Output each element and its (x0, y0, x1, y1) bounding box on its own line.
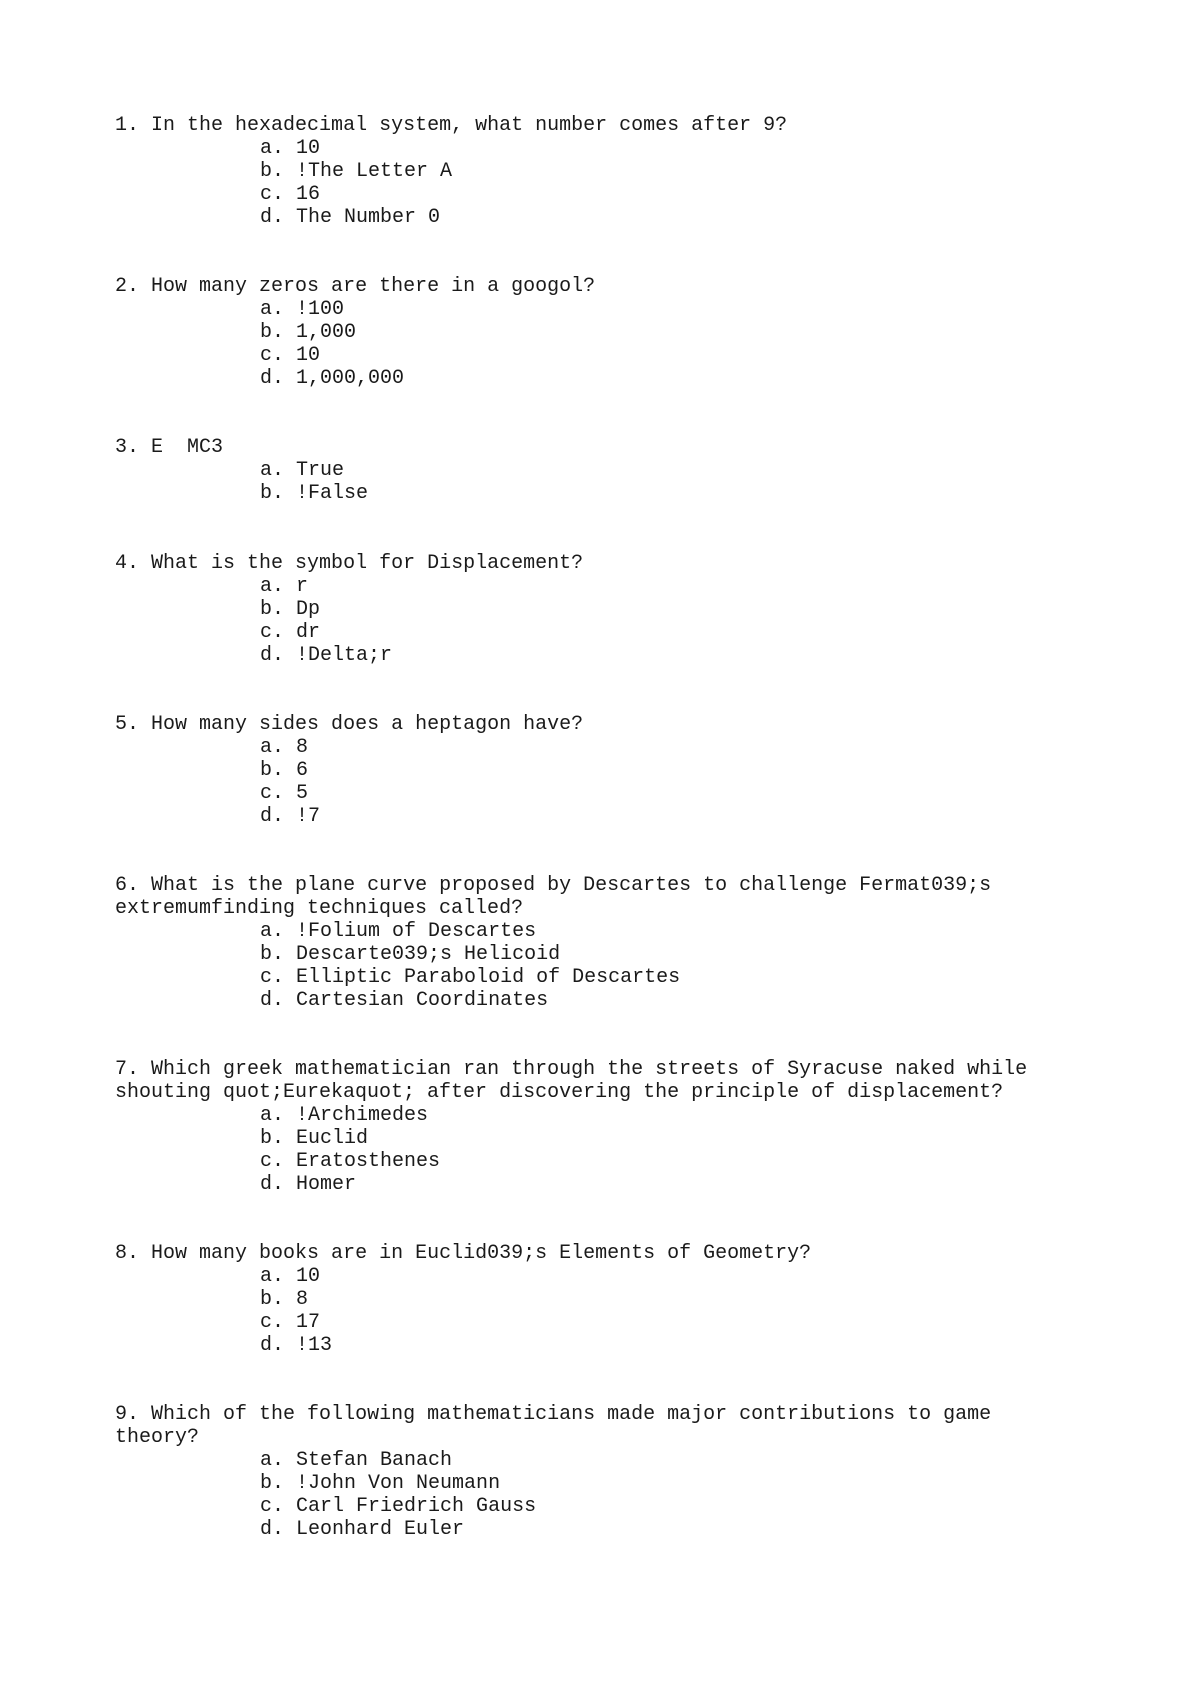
option-text: True (296, 459, 345, 482)
question-6 (115, 874, 1075, 1012)
answer-option (260, 1495, 1075, 1518)
answer-options (115, 459, 1075, 505)
question-text (115, 275, 1075, 298)
question-prompt: How many sides does a heptagon have? (151, 713, 584, 736)
option-letter: b. (260, 1472, 285, 1495)
option-letter: d. (260, 206, 285, 229)
answer-option (260, 1173, 1075, 1196)
option-letter: c. (260, 183, 285, 206)
option-letter: d. (260, 1518, 285, 1541)
question-7 (115, 1058, 1075, 1196)
question-number: 8. (115, 1242, 140, 1265)
answer-option (260, 920, 1075, 943)
option-text: 5 (296, 782, 309, 805)
option-text: 1,000 (296, 321, 357, 344)
option-letter: b. (260, 759, 285, 782)
option-letter: b. (260, 321, 285, 344)
question-prompt: How many zeros are there in a googol? (151, 275, 596, 298)
option-text: 17 (296, 1311, 321, 1334)
option-text: The Number 0 (296, 206, 441, 229)
answer-option (260, 344, 1075, 367)
option-text: dr (296, 621, 321, 644)
answer-option (260, 137, 1075, 160)
option-text: !False (296, 482, 369, 505)
option-letter: b. (260, 1288, 285, 1311)
option-text: !7 (296, 805, 321, 828)
option-text: 1,000,000 (296, 367, 405, 390)
option-letter: d. (260, 989, 285, 1012)
answer-option (260, 321, 1075, 344)
option-text: r (296, 575, 309, 598)
option-text: 10 (296, 344, 321, 367)
answer-option (260, 1334, 1075, 1357)
answer-options (115, 298, 1075, 390)
question-text (115, 874, 1075, 920)
option-text: 16 (296, 183, 321, 206)
option-letter: b. (260, 482, 285, 505)
option-letter: a. (260, 1265, 285, 1288)
option-text: !100 (296, 298, 345, 321)
option-text: !Archimedes (296, 1104, 429, 1127)
option-letter: a. (260, 575, 285, 598)
question-number: 1. (115, 114, 140, 137)
answer-option (260, 1104, 1075, 1127)
option-letter: b. (260, 598, 285, 621)
answer-option (260, 1127, 1075, 1150)
answer-option (260, 598, 1075, 621)
answer-option (260, 1288, 1075, 1311)
question-prompt: How many books are in Euclid039;s Elements of Geometry? (151, 1242, 812, 1265)
answer-option (260, 459, 1075, 482)
question-text (115, 1242, 1075, 1265)
answer-options (115, 575, 1075, 667)
answer-options (115, 1104, 1075, 1196)
answer-options (115, 1265, 1075, 1357)
option-text: 8 (296, 736, 309, 759)
option-text: 8 (296, 1288, 309, 1311)
question-text (115, 114, 1075, 137)
option-letter: d. (260, 805, 285, 828)
question-5 (115, 713, 1075, 828)
option-text: !The Letter A (296, 160, 453, 183)
option-text: Carl Friedrich Gauss (296, 1495, 537, 1518)
answer-option (260, 160, 1075, 183)
question-prompt: What is the plane curve proposed by Descartes to challenge Fermat039;s extremumfinding techniques called? (115, 874, 1004, 920)
question-number: 4. (115, 552, 140, 575)
option-text: Dp (296, 598, 321, 621)
answer-option (260, 989, 1075, 1012)
answer-option (260, 1311, 1075, 1334)
option-letter: a. (260, 1104, 285, 1127)
answer-option (260, 759, 1075, 782)
question-text (115, 552, 1075, 575)
option-letter: c. (260, 1495, 285, 1518)
option-text: !John Von Neumann (296, 1472, 501, 1495)
answer-option (260, 1472, 1075, 1495)
question-number: 9. (115, 1403, 140, 1426)
answer-option (260, 1150, 1075, 1173)
question-number: 6. (115, 874, 140, 897)
option-letter: c. (260, 1311, 285, 1334)
question-text (115, 1058, 1075, 1104)
answer-option (260, 966, 1075, 989)
answer-option (260, 298, 1075, 321)
option-letter: a. (260, 920, 285, 943)
option-letter: c. (260, 621, 285, 644)
question-prompt: Which greek mathematician ran through the streets of Syracuse naked while shouting quot;Eurekaquot; after discovering the principle of displacement? (115, 1058, 1040, 1104)
option-letter: c. (260, 782, 285, 805)
answer-option (260, 1265, 1075, 1288)
question-2 (115, 275, 1075, 390)
option-letter: a. (260, 298, 285, 321)
answer-option (260, 621, 1075, 644)
option-letter: c. (260, 1150, 285, 1173)
question-prompt: In the hexadecimal system, what number comes after 9? (151, 114, 788, 137)
option-letter: d. (260, 1173, 285, 1196)
option-text: 10 (296, 137, 321, 160)
answer-option (260, 1449, 1075, 1472)
question-prompt: E MC3 (151, 436, 224, 459)
answer-options (115, 1449, 1075, 1541)
option-letter: c. (260, 966, 285, 989)
answer-option (260, 367, 1075, 390)
answer-options (115, 137, 1075, 229)
question-number: 7. (115, 1058, 140, 1081)
question-number: 5. (115, 713, 140, 736)
answer-option (260, 183, 1075, 206)
question-prompt: What is the symbol for Displacement? (151, 552, 584, 575)
option-letter: b. (260, 1127, 285, 1150)
option-text: Leonhard Euler (296, 1518, 465, 1541)
option-letter: d. (260, 1334, 285, 1357)
question-text (115, 713, 1075, 736)
option-text: !Delta;r (296, 644, 393, 667)
option-text: Cartesian Coordinates (296, 989, 549, 1012)
option-letter: a. (260, 736, 285, 759)
option-letter: a. (260, 137, 285, 160)
answer-option (260, 644, 1075, 667)
option-letter: d. (260, 644, 285, 667)
option-text: Homer (296, 1173, 357, 1196)
option-text: Stefan Banach (296, 1449, 453, 1472)
answer-option (260, 805, 1075, 828)
option-text: !13 (296, 1334, 333, 1357)
option-letter: c. (260, 344, 285, 367)
question-4 (115, 552, 1075, 667)
question-8 (115, 1242, 1075, 1357)
option-text: 10 (296, 1265, 321, 1288)
answer-option (260, 1518, 1075, 1541)
option-text: Descarte039;s Helicoid (296, 943, 561, 966)
answer-option (260, 943, 1075, 966)
option-letter: d. (260, 367, 285, 390)
answer-option (260, 782, 1075, 805)
option-letter: b. (260, 943, 285, 966)
answer-options (115, 736, 1075, 828)
answer-option (260, 736, 1075, 759)
answer-option (260, 575, 1075, 598)
option-letter: a. (260, 1449, 285, 1472)
question-prompt: Which of the following mathematicians made major contributions to game theory? (115, 1403, 1004, 1449)
question-text (115, 436, 1075, 459)
question-number: 2. (115, 275, 140, 298)
option-letter: a. (260, 459, 285, 482)
option-letter: b. (260, 160, 285, 183)
answer-options (115, 920, 1075, 1012)
option-text: Eratosthenes (296, 1150, 441, 1173)
option-text: 6 (296, 759, 309, 782)
question-1 (115, 114, 1075, 229)
option-text: !Folium of Descartes (296, 920, 537, 943)
option-text: Elliptic Paraboloid of Descartes (296, 966, 681, 989)
option-text: Euclid (296, 1127, 369, 1150)
question-9 (115, 1403, 1075, 1541)
question-number: 3. (115, 436, 140, 459)
question-text (115, 1403, 1075, 1449)
answer-option (260, 482, 1075, 505)
answer-option (260, 206, 1075, 229)
question-3 (115, 436, 1075, 505)
